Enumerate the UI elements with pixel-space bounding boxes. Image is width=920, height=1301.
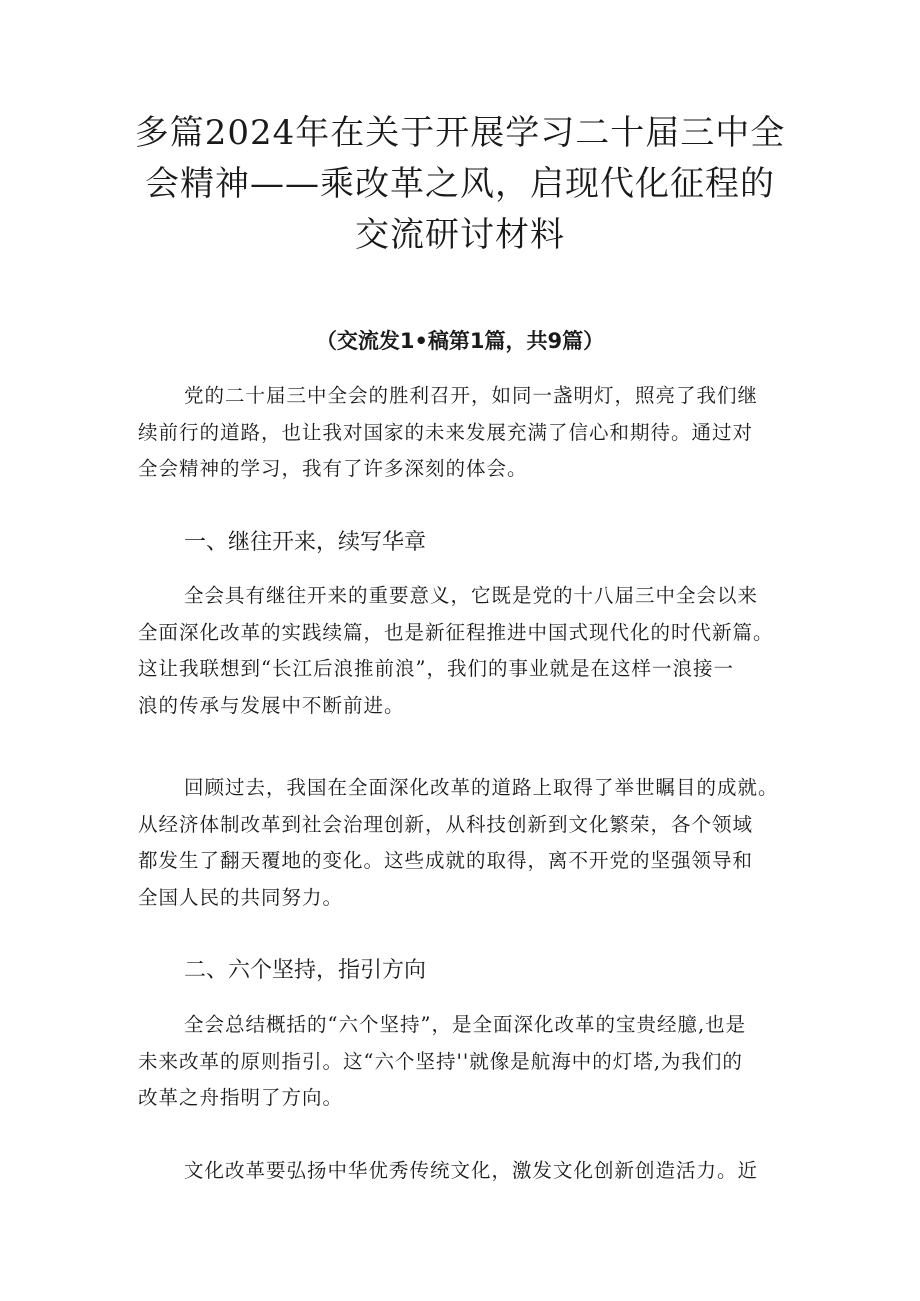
paragraph-line: 文化改革要弘扬中华优秀传统文化，激发文化创新创造活力。近: [184, 1159, 759, 1182]
document-subtitle: （交流发1•稿第1篇，共9篇）: [315, 329, 605, 353]
title-line-2: 会精神——乘改革之风，启现代化征程的: [145, 164, 775, 204]
paragraph-line: 从经济体制改革到社会治理创新，从科技创新到文化繁荣，各个领域: [138, 812, 754, 836]
paragraph-section1-b: [138, 770, 806, 916]
paragraph-section1-a: [138, 578, 806, 724]
section-heading-1: 一、继往开来，续写华章: [184, 530, 427, 555]
paragraph-line: 全会总结概括的“六个坚持”，是全面深化改革的宝贵经臆,也是: [184, 1013, 747, 1036]
title-line-1: 多篇2024年在关于开展学习二十届三中全: [134, 113, 786, 153]
paragraph-line: 改革之舟指明了方向。: [138, 1086, 344, 1109]
section-heading-2: 二、六个坚持，指引方向: [184, 958, 427, 983]
document-title: [120, 108, 800, 261]
paragraph-line: 这让我联想到“长江后浪推前浪”，我们的事业就是在这样一浪接一: [138, 657, 734, 680]
paragraph-line: 回顾过去，我国在全面深化改革的道路上取得了举世瞩目的成就。: [184, 776, 779, 799]
paragraph-line: 全会具有继往开来的重要意义，它既是党的十八届三中全会以来: [184, 584, 759, 607]
paragraph-section2-a: [138, 1007, 806, 1117]
paragraph-line: 党的二十届三中全会的胜利召开，如同一盏明灯，照亮了我们继: [184, 384, 759, 407]
paragraph-line: 全面深化改革的实践续篇，也是新征程推进中国式现代化的时代新篇。: [138, 620, 774, 644]
paragraph-line: 全国人民的共同努力。: [138, 885, 344, 909]
paragraph-line: 未来改革的原则指引。这“六个坚持''就像是航海中的灯塔,为我们的: [138, 1049, 743, 1073]
paragraph-line: 都发生了翻天覆地的变化。这些成就的取得，离不开党的坚强领导和: [138, 849, 754, 872]
paragraph-line: 浪的传承与发展中不断前进。: [138, 693, 405, 717]
paragraph-intro: [138, 378, 806, 488]
paragraph-section2-b: [138, 1153, 806, 1190]
paragraph-line: 续前行的道路，也让我对国家的未来发展充满了信心和期待。通过对: [138, 420, 754, 444]
paragraph-line: 全会精神的学习，我有了许多深刻的体会。: [138, 457, 528, 480]
title-line-3: 交流研讨材料: [355, 215, 565, 255]
